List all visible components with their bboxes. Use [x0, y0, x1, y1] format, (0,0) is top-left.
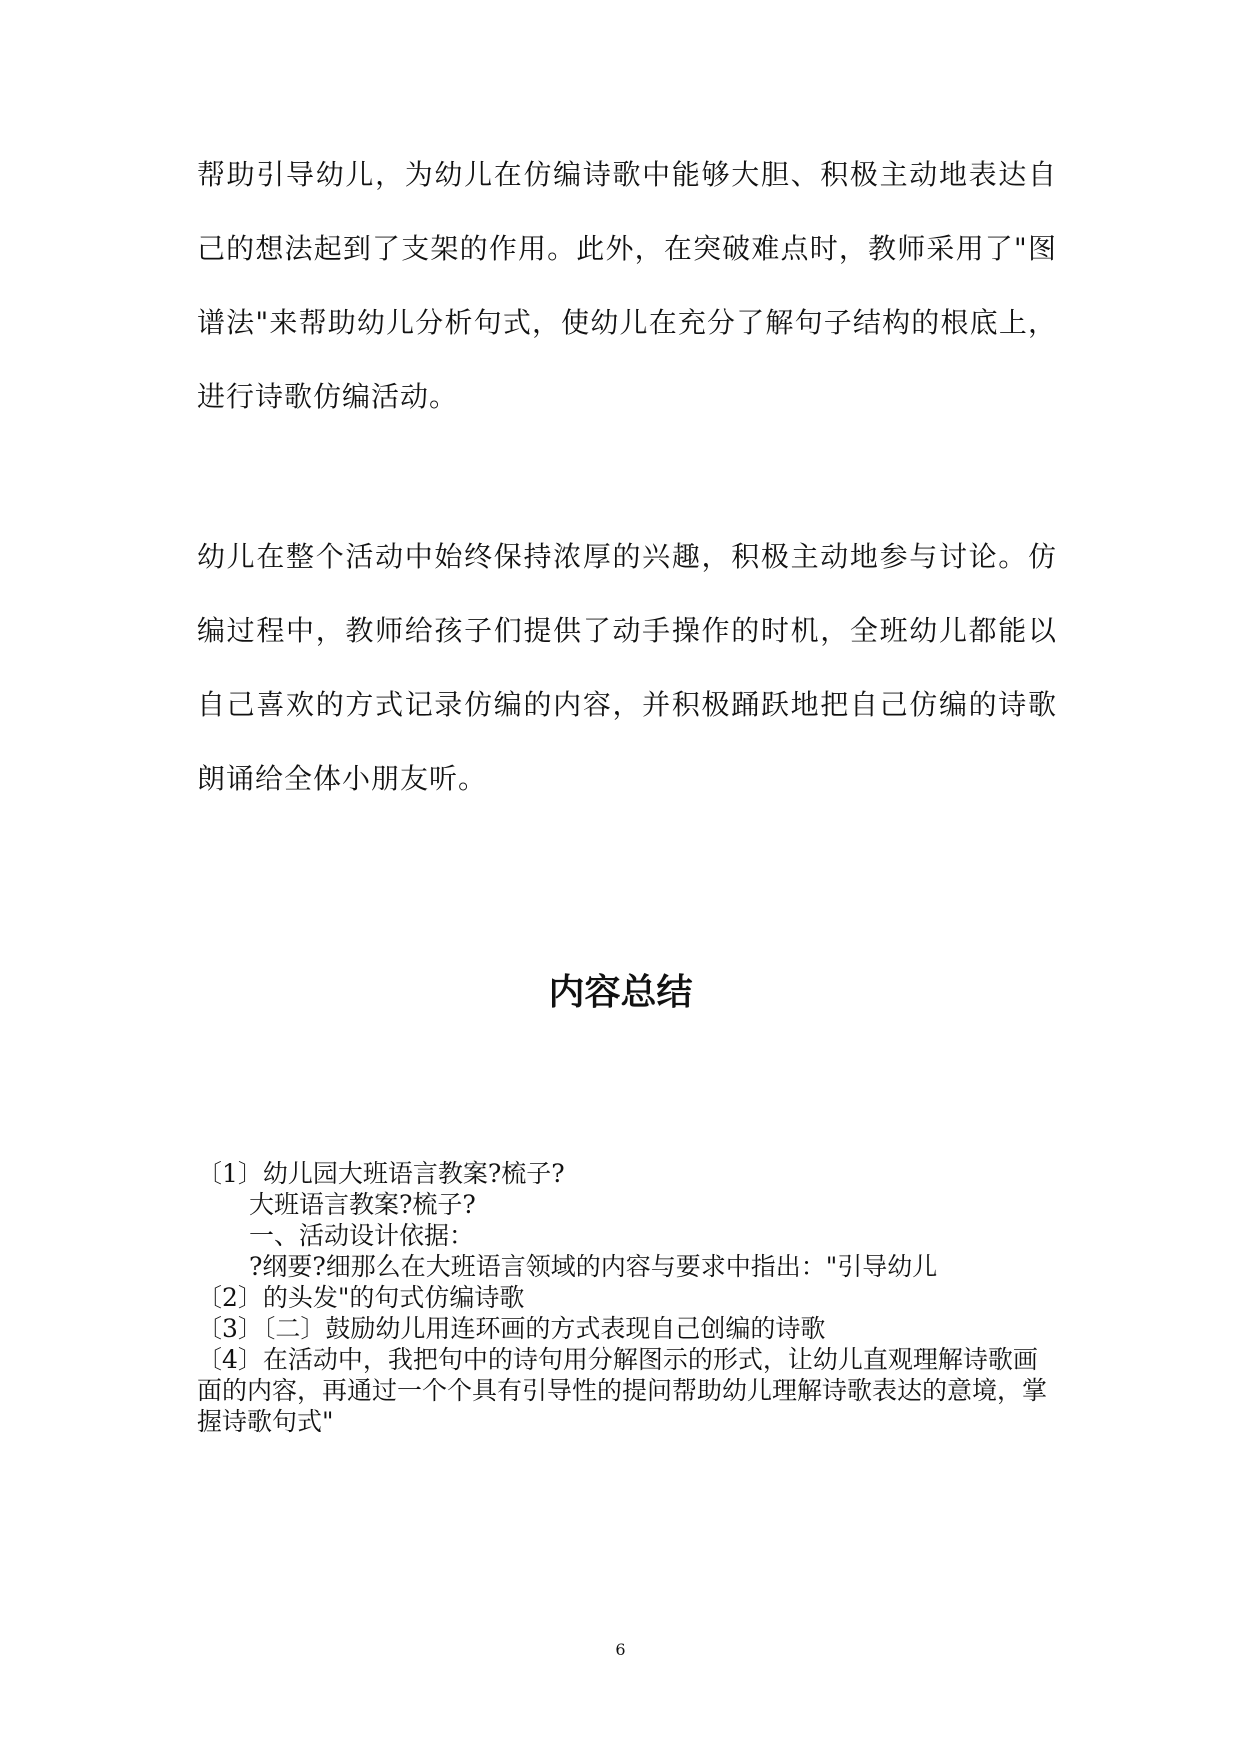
summary-list: [197, 1158, 1057, 1437]
summary-item-2: 〔2〕的头发"的句式仿编诗歌: [197, 1283, 525, 1312]
page-number: 6: [615, 1640, 626, 1659]
summary-item-4: 〔4〕在活动中，我把句中的诗句用分解图示的形式，让幼儿直观理解诗歌画面的内容，再通过一个个具有引导性的提问帮助幼儿理解诗歌表达的意境，掌握诗歌句式": [197, 1345, 1048, 1436]
summary-item-3: 〔3〕〔二〕鼓励幼儿用连环画的方式表现自己创编的诗歌: [197, 1314, 826, 1343]
summary-item-1-heading: 一、活动设计依据：: [249, 1221, 475, 1250]
summary-item-1-subtitle: 大班语言教案?梳子?: [249, 1190, 476, 1219]
summary-item-1-text: ?纲要?细那么在大班语言领域的内容与要求中指出："引导幼儿: [249, 1252, 938, 1281]
summary-item-1: 〔1〕幼儿园大班语言教案?梳子?: [197, 1159, 565, 1188]
body-paragraph-2: 幼儿在整个活动中始终保持浓厚的兴趣，积极主动地参与讨论。仿编过程中，教师给孩子们提供了动手操作的时机，全班幼儿都能以自己喜欢的方式记录仿编的内容，并积极踊跃地把自己仿编的诗歌朗诵给全体小朋友听。: [197, 540, 1057, 795]
body-paragraph-1: 帮助引导幼儿，为幼儿在仿编诗歌中能够大胆、积极主动地表达自己的想法起到了支架的作用。此外，在突破难点时，教师采用了"图谱法"来帮助幼儿分析句式，使幼儿在充分了解句子结构的根底上，进行诗歌仿编活动。: [197, 158, 1057, 413]
section-title: 内容总结: [548, 972, 693, 1013]
